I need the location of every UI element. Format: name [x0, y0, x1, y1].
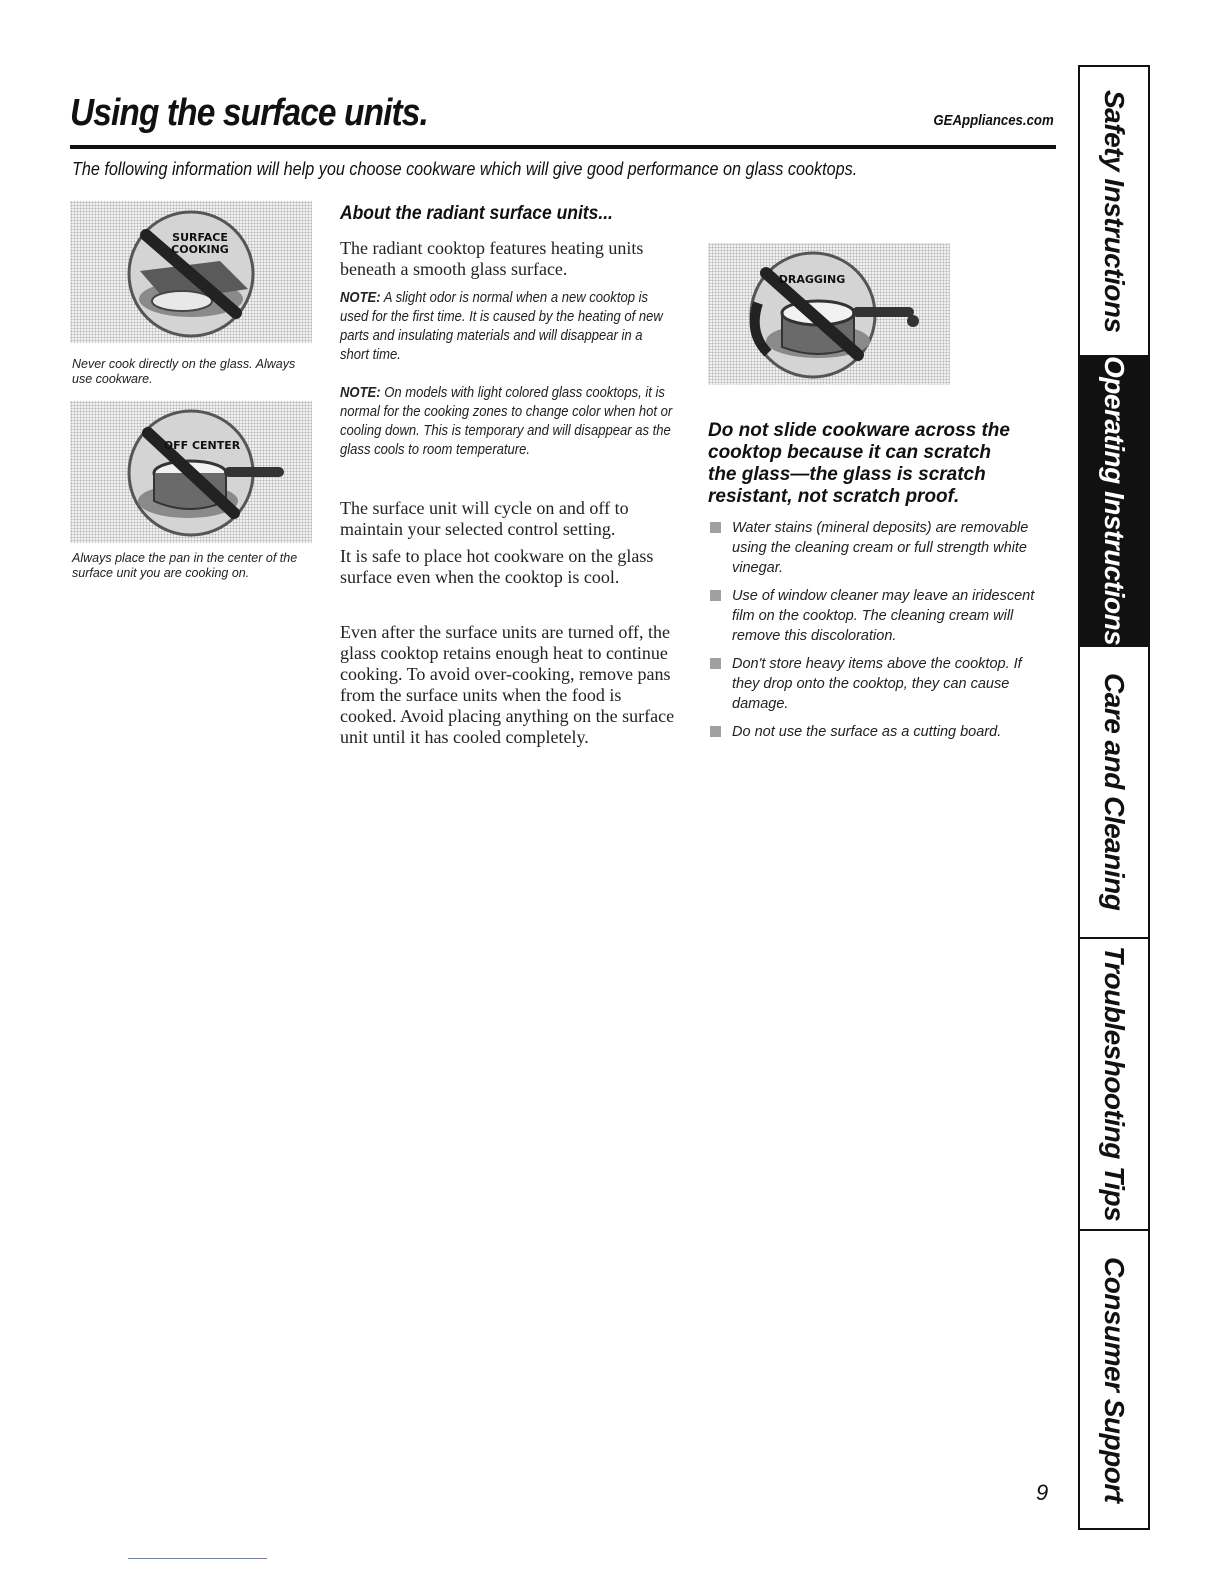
- intro-text: The following information will help you choose cookware which will give good performance on glass cooktops.: [72, 159, 858, 179]
- tab-care-and-cleaning[interactable]: Care and Cleaning: [1080, 647, 1148, 939]
- tab-operating-instructions[interactable]: Operating Instructions: [1080, 357, 1148, 647]
- list-item: Do not use the surface as a cutting board.: [708, 722, 1043, 742]
- note-text: On models with light colored glass cooktops, it is normal for the cooking zones to change color when hot or cooling down. This is temporary and will disappear as the glass cools to room temperature.: [340, 385, 673, 458]
- paragraph-retains-heat: Even after the surface units are turned off, the glass cooktop retains enough heat to continue cooking. To avoid over-cooking, remove pans from the surface units when the food is cooked. Avoid placing anything on the surface unit until it has cooled completely.: [340, 622, 675, 747]
- caption-place-pan-center: Always place the pan in the center of the surface unit you are cooking on.: [72, 551, 298, 580]
- bullet-square-icon: [710, 726, 721, 737]
- note-label: NOTE:: [340, 290, 381, 306]
- page-number: 9: [1036, 1480, 1049, 1505]
- illustration1-label-top: SURFACE: [172, 231, 228, 244]
- note-text: A slight odor is normal when a new cooktop is used for the first time. It is caused by the heating of new parts and insulating materials and will disappear in a short time.: [340, 290, 663, 363]
- dragging-illustration: [708, 243, 950, 385]
- warning-heading: Do not slide cookware across the cooktop because it can scratch the glass—the glass is scratch resistant, not scratch proof.: [708, 420, 1010, 507]
- surface-cooking-illustration: [70, 201, 312, 343]
- footer-link-underline: [128, 1558, 267, 1559]
- list-item: Water stains (mineral deposits) are removable using the cleaning cream or full strength white vinegar.: [708, 518, 1043, 578]
- bullet-square-icon: [710, 522, 721, 533]
- tab-troubleshooting-tips[interactable]: Troubleshooting Tips: [1080, 939, 1148, 1231]
- page-title: Using the surface units.: [70, 92, 428, 134]
- note-odor: [340, 289, 673, 365]
- off-center-illustration: [70, 401, 312, 543]
- list-item: Don't store heavy items above the cooktop. If they drop onto the cooktop, they can cause damage.: [708, 654, 1043, 714]
- illustration2-label: OFF CENTER: [163, 439, 241, 452]
- paragraph-cycle: The surface unit will cycle on and off to maintain your selected control setting.: [340, 498, 629, 539]
- bullet-square-icon: [710, 658, 721, 669]
- list-item: Use of window cleaner may leave an iridescent film on the cooktop. The cleaning cream will remove this discoloration.: [708, 586, 1043, 646]
- paragraph-hot-cookware: It is safe to place hot cookware on the glass surface even when the cooktop is cool.: [340, 546, 654, 587]
- caption-never-cook-directly: Never cook directly on the glass. Always use cookware.: [72, 357, 296, 386]
- cleaning-tips-list: [708, 518, 1043, 750]
- bullet-square-icon: [710, 590, 721, 601]
- illustration3-label: DRAGGING: [778, 273, 846, 286]
- note-color-change: [340, 384, 673, 460]
- header-rule: [70, 145, 1056, 149]
- section-heading-radiant-units: About the radiant surface units...: [340, 203, 613, 224]
- tab-safety-instructions[interactable]: Safety Instructions: [1080, 67, 1148, 357]
- website-url: GEAppliances.com: [933, 112, 1054, 129]
- paragraph-features: The radiant cooktop features heating units beneath a smooth glass surface.: [340, 238, 644, 279]
- section-tabs: [1078, 65, 1150, 1530]
- note-label: NOTE:: [340, 385, 381, 401]
- tab-consumer-support[interactable]: Consumer Support: [1099, 1256, 1130, 1503]
- illustration1-label-bottom: COOKING: [171, 243, 229, 256]
